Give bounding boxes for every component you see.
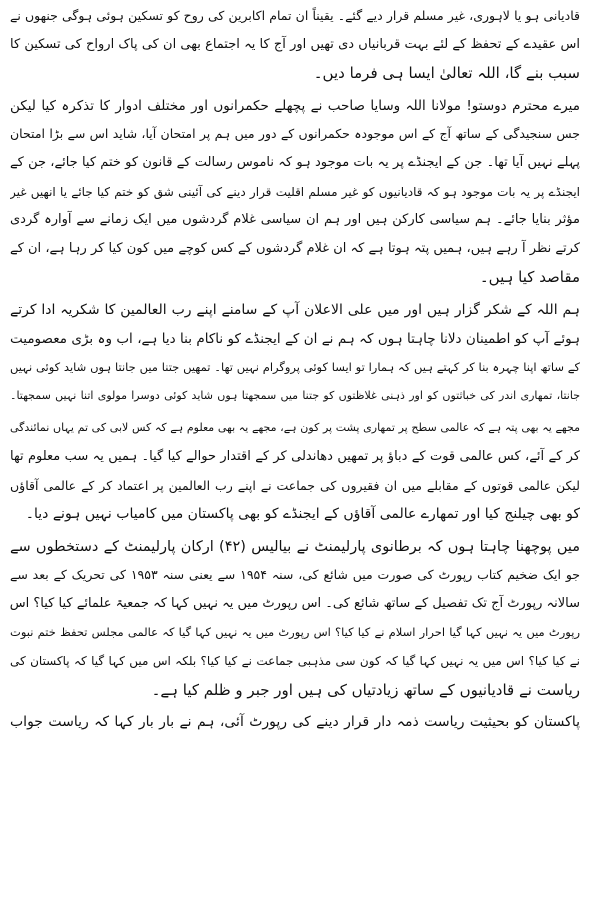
text-line: جس سنجیدگی کے ساتھ آج کے اس موجودہ حکمرانوں کے دور میں ہم پر امتحان آیا، شاید اس سے بڑا امتحان bbox=[10, 126, 580, 142]
text-line: نے کیا کیا؟ اس میں یہ نہیں کہا گیا کہ کون سی مذہبی جماعت نے کیا کیا؟ بلکہ اس میں کہا گیا کہ پاکستان کی bbox=[10, 654, 580, 669]
text-line: مؤثر بنایا جائے۔ ہم سیاسی کارکن ہیں اور ہم ان سیاسی غلام گردشوں میں ایک زمانے سے آوارہ گردی bbox=[10, 212, 580, 228]
paragraph-5 bbox=[10, 533, 580, 705]
text-line: جانتا، تمھاری اندر کی خباثتوں کو اور ذہنی غلاظتوں کو جتنا میں سمجھتا ہوں شاید کوئی دوسرا مولوی اتنا نہیں سمجھتا۔ bbox=[10, 388, 580, 402]
paragraph-2 bbox=[10, 92, 580, 292]
text-line: ہوئے آپ کو اطمینان دلانا چاہتا ہوں کہ ہم نے ان کے ایجنڈے کو ناکام بنا دیا ہے، اب وہ بڑی معصومیت bbox=[10, 330, 580, 347]
text-line: سبب بنے گا، اللہ تعالیٰ ایسا ہی فرما دیں۔ bbox=[313, 64, 580, 83]
text-line: میں پوچھنا چاہتا ہوں کہ برطانوی پارلیمنٹ نے بیالیس (۴۲) ارکان پارلیمنٹ کے دستخطوں سے bbox=[10, 538, 580, 555]
text-line: کے ساتھ اپنا چہرہ بنا کر کہتے ہیں کہ ہمارا تو ایسا کوئی پروگرام نہیں تھا۔ تمھیں جتنا میں جانتا ہوں شاید کوئی نہیں bbox=[10, 360, 580, 375]
paragraph-6 bbox=[10, 708, 580, 737]
paragraph-3 bbox=[10, 296, 580, 410]
text-line: مجھے یہ بھی پتہ ہے کہ عالمی سطح پر تمھاری پشت پر کون ہے، مجھے یہ بھی معلوم ہے کہ کس لابی کی تم یہاں نمائندگی bbox=[10, 421, 580, 435]
text-line: مقاصد کیا ہیں۔ bbox=[479, 268, 580, 287]
text-line: پہلے نہیں آیا تھا۔ جن کے ایجنڈے پر یہ بات موجود ہو کہ ناموس رسالت کے قانون کو ختم کیا جائے، جن کے bbox=[10, 154, 580, 170]
text-line: ایجنڈے پر یہ بات موجود ہو کہ قادیانیوں کو غیر مسلم اقلیت قرار دینے کی آئینی شق کو ختم کیا جائے یا انھیں غیر bbox=[10, 184, 580, 199]
paragraph-4 bbox=[10, 414, 580, 528]
text-line: جو ایک ضخیم کتاب رپورٹ کی صورت میں شائع کی، سنہ ۱۹۵۴ سے یعنی سنہ ۱۹۵۳ کی تحریک کے بعد سے bbox=[10, 567, 580, 583]
text-line: میرے محترم دوستو! مولانا اللہ وسایا صاحب نے پچھلے حکمرانوں اور مختلف ادوار کا تذکرہ کیا لیکن bbox=[10, 97, 580, 114]
text-line: کو بھی چیلنج کیا اور تمھارے عالمی آقاؤں کے ایجنڈے کو بھی پاکستان میں کامیاب نہیں ہونے دیا۔ bbox=[25, 506, 580, 523]
text-line: رپورٹ میں یہ نہیں کہا گیا احرار اسلام نے کیا کیا؟ اس رپورٹ میں یہ نہیں کہا گیا کہ عالمی مجلس تحفظ ختم نبوت bbox=[10, 625, 580, 640]
text-line: کر کے آئے، کس عالمی قوت کے دباؤ پر تمھیں دھاندلی کر کے اقتدار حوالے کیا گیا۔ ہمیں یہ سب معلوم تھا bbox=[10, 448, 580, 464]
text-line: قادیانی ہو یا لاہوری، غیر مسلم قرار دیے گئے۔ یقیناً ان تمام اکابرین کی روح کو تسکین ہوئی ہوگی جنھوں نے bbox=[10, 8, 580, 23]
text-line: اس عقیدے کے تحفظ کے لئے بہت قربانیاں دی تھیں اور آج کا یہ اجتماع بھی ان کی پاک ارواح کی تسکین کا bbox=[10, 36, 580, 52]
text-line: سالانہ رپورٹ آج تک تفصیل کے ساتھ شائع کی۔ اس رپورٹ میں یہ نہیں کہا کہ جمعیۃ علمائے کیا کیا؟ اس bbox=[10, 595, 580, 611]
text-line: پاکستان کو بحیثیت ریاست ذمہ دار قرار دینے کی رپورٹ آئی، ہم نے بار بار کہا کہ ریاست جواب bbox=[10, 714, 580, 731]
text-line: ریاست نے قادیانیوں کے ساتھ زیادتیاں کی ہیں اور جبر و ظلم کیا ہے۔ bbox=[151, 680, 580, 699]
text-line: ہم اللہ کے شکر گزار ہیں اور میں علی الاعلان آپ کے سامنے اپنے رب العالمین کا شکریہ ادا کرتے bbox=[10, 301, 580, 318]
text-line: لیکن عالمی قوتوں کے مقابلے میں ان فقیروں کی جماعت نے اپنے رب العالمین پر اعتماد کر کے عالمی آقاؤں bbox=[10, 477, 580, 493]
text-line: کرتے نظر آ رہے ہیں، ہمیں پتہ ہوتا ہے کہ ان غلام گردشوں کے کس کوچے میں کون کیا کر رہا ہے، ان کے bbox=[10, 240, 580, 256]
paragraph-1 bbox=[10, 2, 580, 88]
